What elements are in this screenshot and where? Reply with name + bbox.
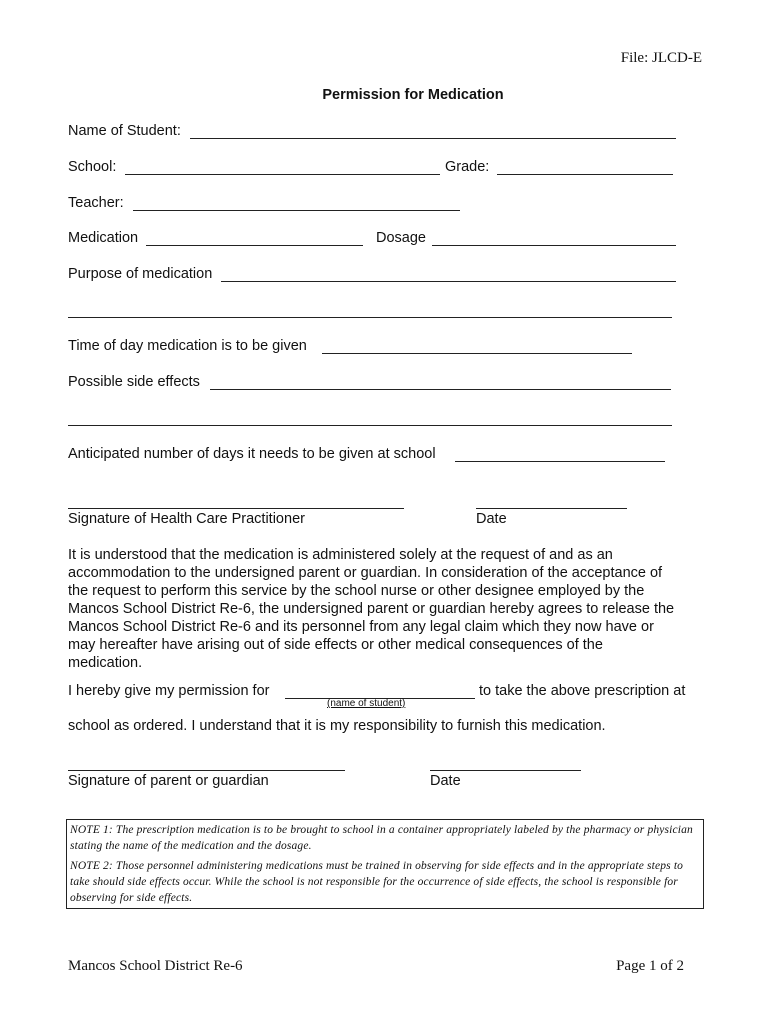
- agreement-line: Mancos School District Re-6, the undersigned parent or guardian hereby agrees to release the: [68, 601, 675, 617]
- medication-field[interactable]: [146, 245, 363, 246]
- file-code: File: JLCD-E: [620, 50, 702, 66]
- agreement-line: It is understood that the medication is administered solely at the request of and as an: [68, 547, 613, 563]
- note-2: NOTE 2: Those personnel administering medications must be trained in observing for side effects and in the appropriate steps to take should side effects occur. While the school is not responsible for the occurrence of side effects, the school is responsible for observing for side effects.: [70, 860, 684, 904]
- name-of-student-hint: (name of student): [327, 698, 406, 709]
- medication-label: Medication: [68, 230, 139, 246]
- parent-signature-field[interactable]: [68, 770, 345, 771]
- practitioner-date-field[interactable]: [476, 508, 627, 509]
- time-of-day-field[interactable]: [322, 353, 632, 354]
- parent-signature-label: Signature of parent or guardian: [68, 773, 269, 789]
- time-of-day-label: Time of day medication is to be given: [68, 338, 307, 354]
- side-effects-field-continued[interactable]: [68, 425, 672, 426]
- teacher-field[interactable]: [133, 210, 460, 211]
- agreement-paragraph: [68, 546, 708, 672]
- agreement-line: Mancos School District Re-6 and its personnel from any legal claim which they now have or: [68, 619, 654, 635]
- days-field[interactable]: [455, 461, 665, 462]
- student-name-row: [68, 123, 181, 139]
- side-effects-label: Possible side effects: [68, 374, 200, 390]
- practitioner-date-label: Date: [476, 511, 507, 527]
- agreement-line: accommodation to the undersigned parent or guardian. In consideration of the acceptance of: [68, 565, 663, 581]
- footer-district: Mancos School District Re-6: [68, 958, 243, 974]
- notes-box: [66, 819, 704, 909]
- practitioner-signature-label: Signature of Health Care Practitioner: [68, 511, 305, 527]
- permission-prefix: I hereby give my permission for: [68, 683, 270, 699]
- page-title: Permission for Medication: [322, 87, 504, 103]
- student-name-field[interactable]: [190, 138, 676, 139]
- permission-suffix: to take the above prescription at: [479, 683, 686, 699]
- school-field[interactable]: [125, 174, 440, 175]
- grade-field[interactable]: [497, 174, 673, 175]
- purpose-label: Purpose of medication: [68, 266, 213, 282]
- agreement-line: the request to perform this service by the school nurse or other designee employed by the: [68, 583, 645, 599]
- note-1: NOTE 1: The prescription medication is to be brought to school in a container appropriately labeled by the pharmacy or physician stating the name of the medication and the dosage.: [70, 824, 693, 852]
- dosage-label: Dosage: [376, 230, 426, 246]
- agreement-line: may hereafter have arising out of side effects or other medical consequences of the: [68, 637, 603, 653]
- purpose-field-continued[interactable]: [68, 317, 672, 318]
- teacher-label: Teacher:: [68, 195, 124, 211]
- parent-date-field[interactable]: [430, 770, 581, 771]
- parent-date-label: Date: [430, 773, 461, 789]
- footer-page-number: Page 1 of 2: [616, 958, 684, 974]
- agreement-line: medication.: [68, 655, 143, 671]
- permission-line-2: school as ordered. I understand that it is my responsibility to furnish this medication.: [68, 718, 606, 734]
- dosage-field[interactable]: [432, 245, 676, 246]
- purpose-field[interactable]: [221, 281, 676, 282]
- days-label: Anticipated number of days it needs to be given at school: [68, 446, 436, 462]
- school-label: School:: [68, 159, 117, 175]
- grade-label: Grade:: [445, 159, 490, 175]
- side-effects-field[interactable]: [210, 389, 671, 390]
- student-name-label: Name of Student:: [68, 123, 181, 139]
- practitioner-signature-field[interactable]: [68, 508, 404, 509]
